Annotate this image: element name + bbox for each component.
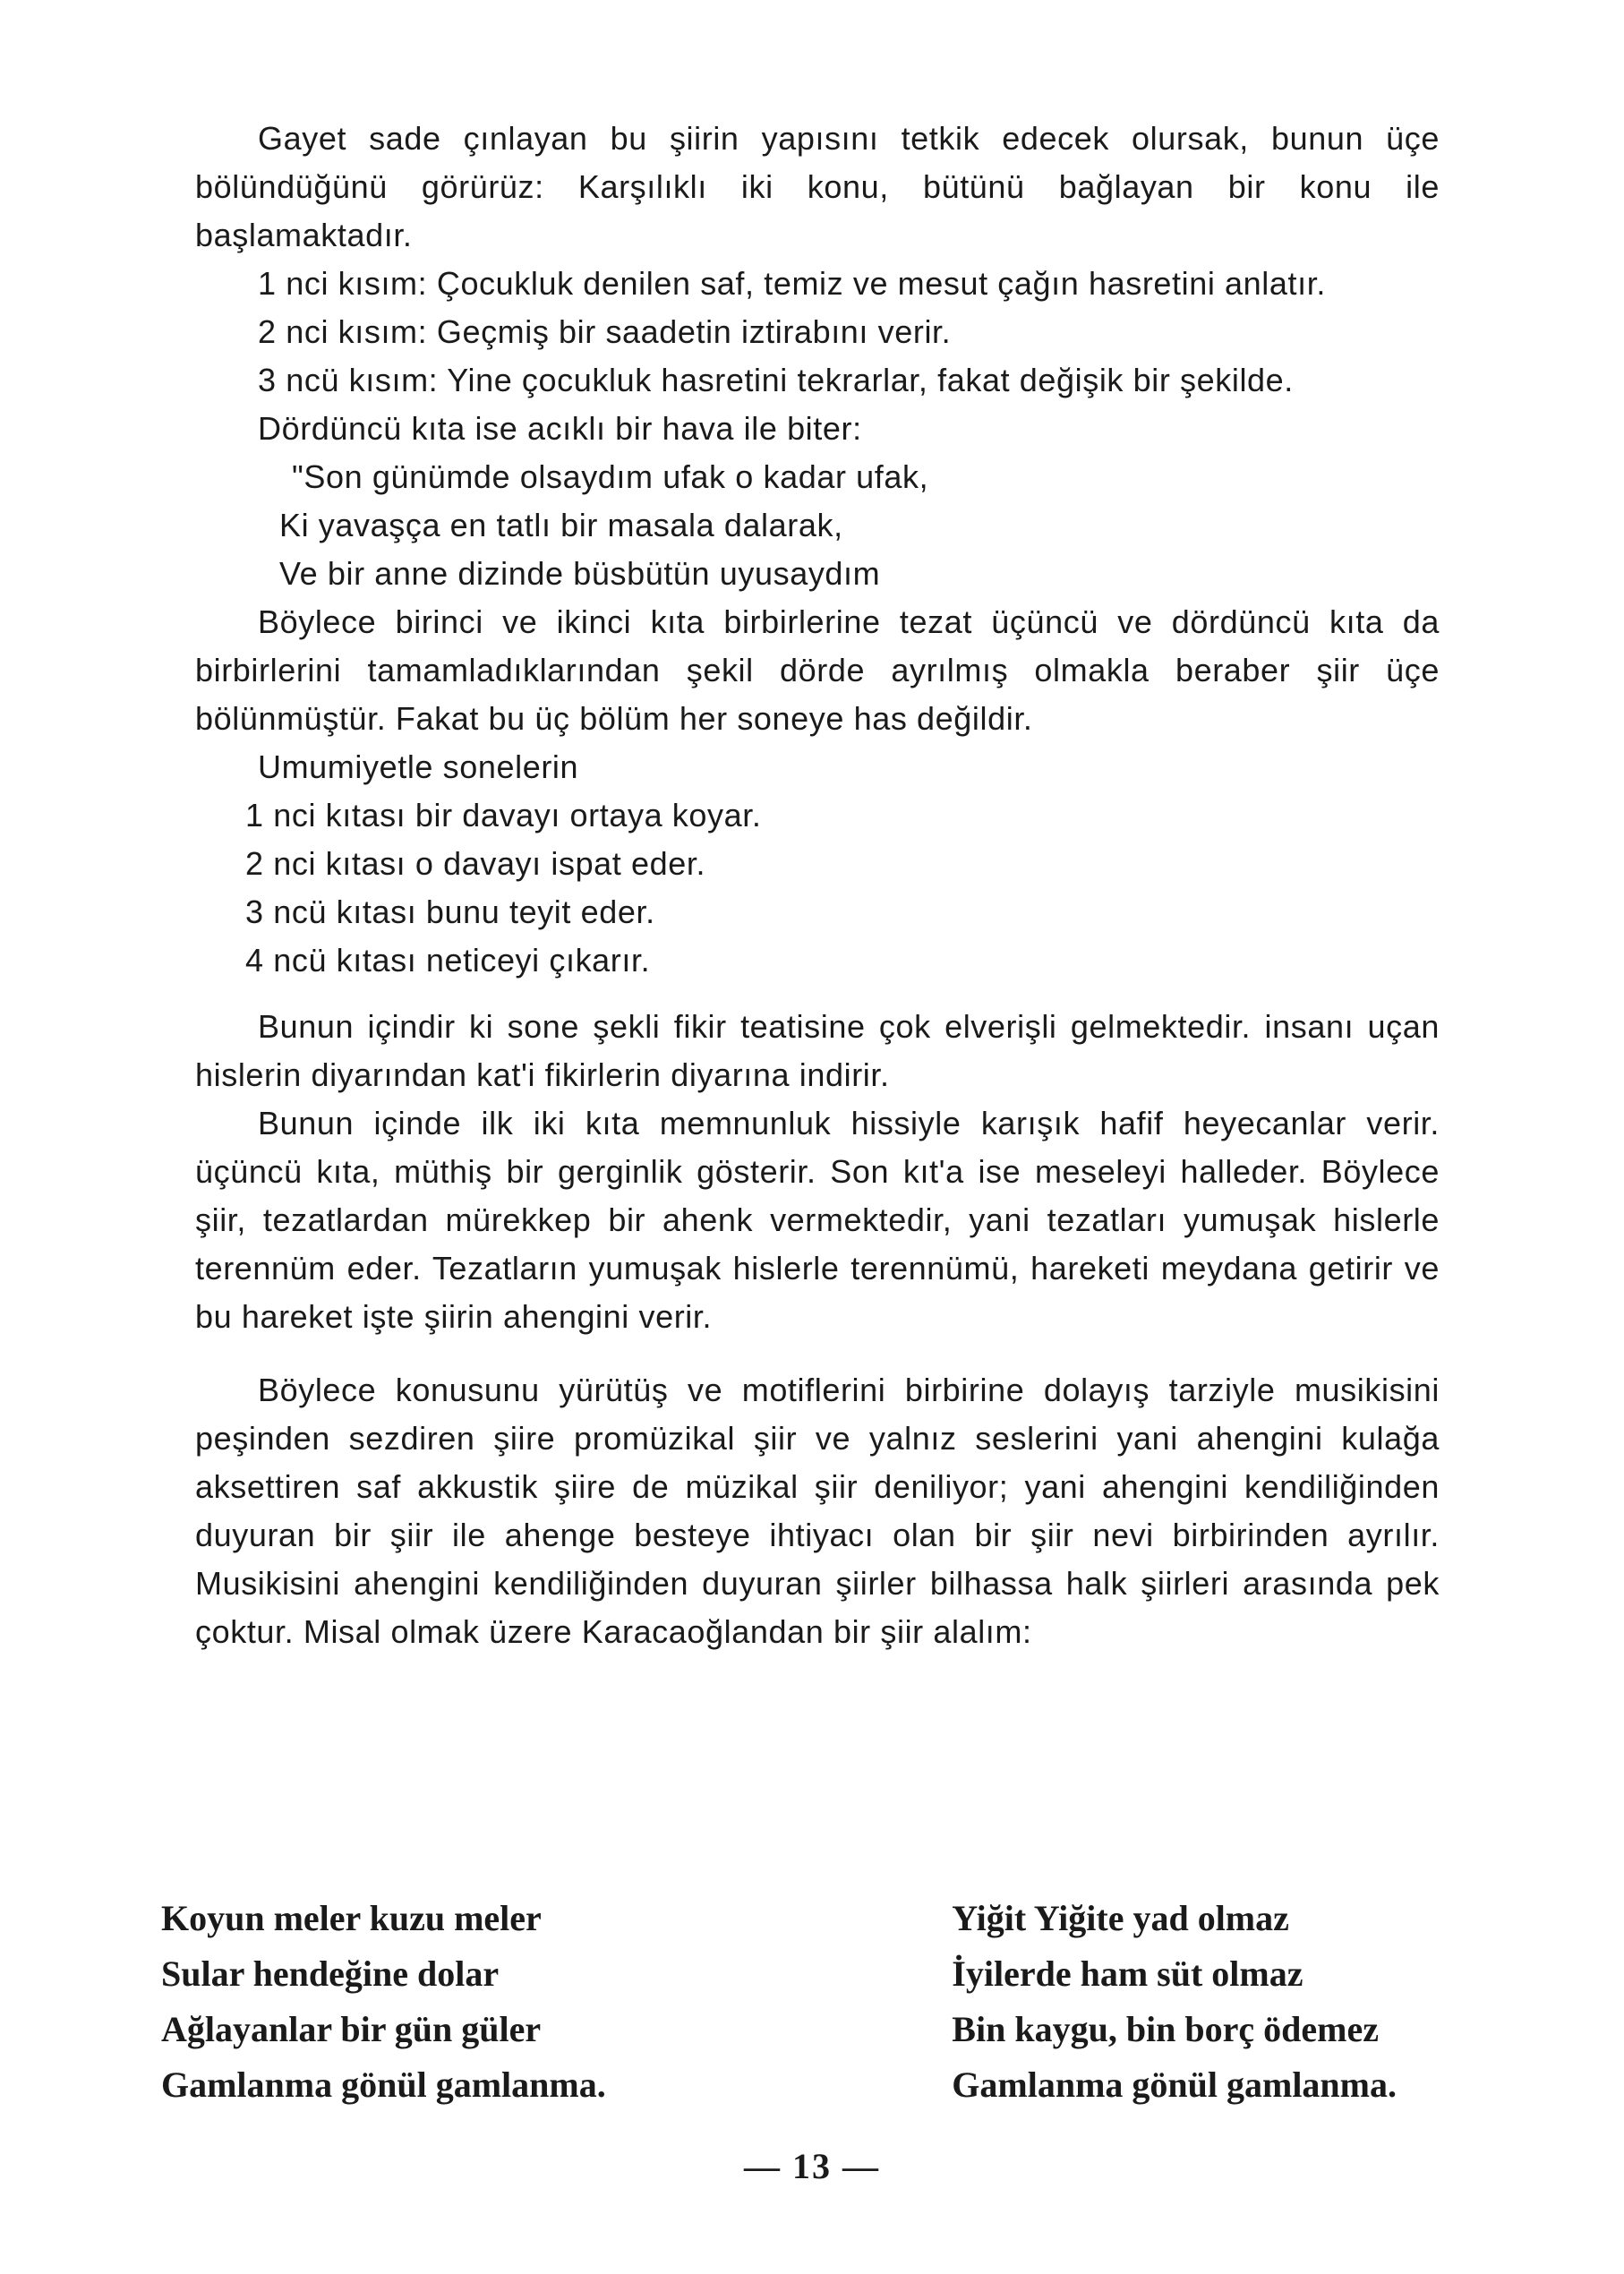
paragraph: 1 nci kısım: Çocukluk denilen saf, temiz ve mesut çağın hasretini anlatır. xyxy=(258,265,1326,302)
paragraph: Gayet sade çınlayan bu şiirin yapısını tetkik edecek olursak, bunun üçe bölündüğünü görürüz: Karşılıklı iki konu, bütünü bağlayan bir konu ile başlamaktadır. xyxy=(195,120,1440,253)
poem-line: Gamlanma gönül gamlanma. xyxy=(952,2065,1397,2105)
poem-line: Bin kaygu, bin borç ödemez xyxy=(952,2009,1379,2049)
poem-left-stanza xyxy=(161,1891,606,2113)
paragraph: 2 nci kısım: Geçmiş bir saadetin iztirabını verir. xyxy=(258,313,952,350)
paragraph: Dördüncü kıta ise acıklı bir hava ile biter: xyxy=(258,410,862,447)
paragraph: Bunun içindir ki sone şekli fikir teatisine çok elverişli gelmektedir. insanı uçan hislerin diyarından kat'i fikirlerin diyarına indirir. xyxy=(195,1008,1440,1093)
poem-line: Gamlanma gönül gamlanma. xyxy=(161,2065,606,2105)
paragraph: Umumiyetle sonelerin xyxy=(258,748,579,785)
poem-line: Sular hendeğine dolar xyxy=(161,1953,500,1994)
paragraph: 3 ncü kıtası bunu teyit eder. xyxy=(245,893,655,930)
poem-right-stanza xyxy=(952,1891,1397,2113)
paragraph: 3 ncü kısım: Yine çocukluk hasretini tekrarlar, fakat değişik bir şekilde. xyxy=(258,362,1294,398)
body-text xyxy=(195,115,1440,1656)
poem-line: Koyun meler kuzu meler xyxy=(161,1898,542,1938)
poem xyxy=(161,1891,1441,2113)
paragraph: 2 nci kıtası o davayı ispat eder. xyxy=(245,845,706,882)
paragraph: Ki yavaşça en tatlı bir masala dalarak, xyxy=(279,507,843,543)
paragraph: "Son günümde olsaydım ufak o kadar ufak, xyxy=(292,458,929,495)
poem-line: İyilerde ham süt olmaz xyxy=(952,1953,1303,1994)
poem-line: Yiğit Yiğite yad olmaz xyxy=(952,1898,1289,1938)
page-number: — 13 — xyxy=(744,2146,880,2186)
paragraph: 4 ncü kıtası neticeyi çıkarır. xyxy=(245,942,651,979)
paragraph: 1 nci kıtası bir davayı ortaya koyar. xyxy=(245,797,762,834)
paragraph: Ve bir anne dizinde büsbütün uyusaydım xyxy=(279,555,881,592)
paragraph: Böylece birinci ve ikinci kıta birbirlerine tezat üçüncü ve dördüncü kıta da birbirlerini tamamladıklarından şekil dörde ayrılmış olmakla beraber şiir üçe bölünmüştür. Fakat bu üç bölüm her soneye has değildir. xyxy=(195,603,1440,737)
paragraph: Bunun içinde ilk iki kıta memnunluk hissiyle karışık hafif heyecanlar verir. üçüncü kıta, müthiş bir gerginlik gösterir. Son kıt'a ise meseleyi halleder. Böylece şiir, tezatlardan mürekkep bir ahenk vermektedir, yani tezatları yumuşak hislerle terennüm eder. Tezatların yumuşak hislerle terennümü, hareketi meydana getirir ve bu hareket işte şiirin ahengini verir. xyxy=(195,1105,1440,1335)
poem-line: Ağlayanlar bir gün güler xyxy=(161,2009,542,2049)
paragraph: Böylece konusunu yürütüş ve motiflerini birbirine dolayış tarziyle musikisini peşinden sezdiren şiire promüzikal şiir ve yalnız seslerini yani ahengini kulağa aksettiren saf akkustik şiire de müzikal şiir deniliyor; yani ahengini kendiliğinden duyuran bir şiir ile ahenge besteye ihtiyacı olan bir şiir nevi birbirinden ayrılır. Musikisini ahengini kendiliğinden duyuran şiirler bilhassa halk şiirleri arasında pek çoktur. Misal olmak üzere Karacaoğlandan bir şiir alalım: xyxy=(195,1372,1440,1650)
